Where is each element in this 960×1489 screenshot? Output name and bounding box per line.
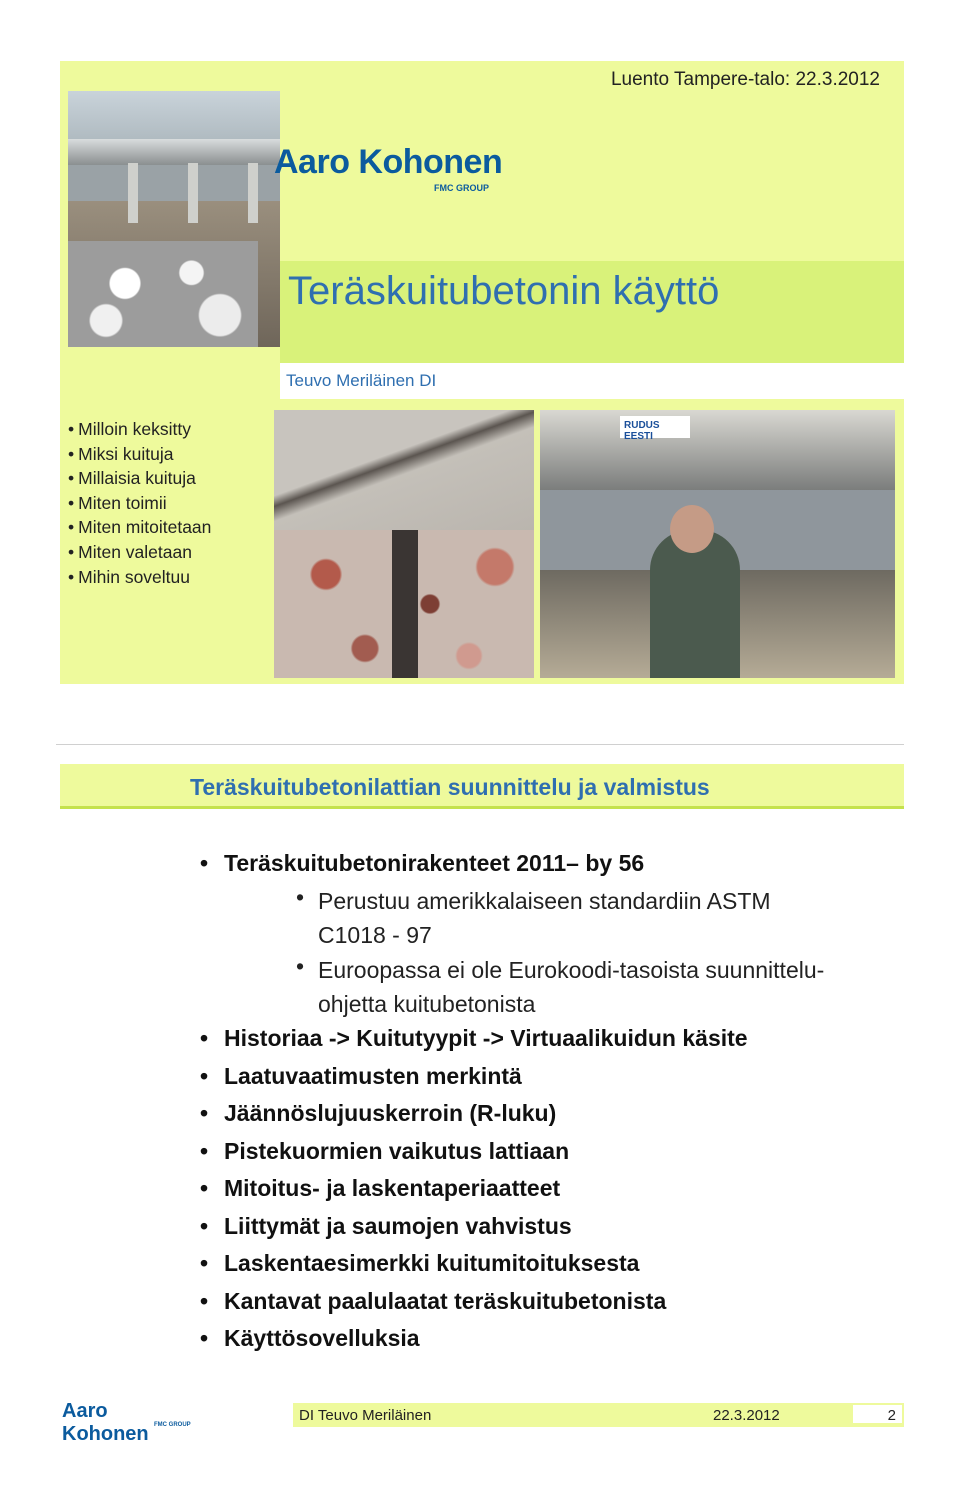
slide-subtitle: Teuvo Meriläinen DI [286,371,437,390]
bullet-item [200,1175,560,1202]
list-item: • Miten valetaan [68,540,211,565]
bullet-item [200,1063,522,1090]
bullet-text: Käyttösovelluksia [224,1325,420,1351]
footer-date: 22.3.2012 [713,1407,780,1424]
title-band [280,261,904,363]
slide-2-title: Teräskuitubetonilattian suunnittelu ja valmistus [190,774,710,800]
page-number: 2 [887,1407,896,1424]
bullet-line: Perustuu amerikkalaiseen standardiin ASTM [318,888,771,914]
person-head [670,505,714,553]
bullet-line: C1018 - 97 [318,922,432,948]
sign-text: RUDUS EESTI [624,420,660,442]
list-item: • Mihin soveltuu [68,565,211,590]
slide-divider [56,744,904,745]
bullet-text: Laatuvaatimusten merkintä [224,1063,522,1089]
bullet-text: Liittymät ja saumojen vahvistus [224,1213,572,1239]
bullet-dot: • [296,953,305,979]
footer-logo-subtext: FMC GROUP [154,1422,191,1428]
bullet-line: Euroopassa ei ole Eurokoodi-tasoista suunnittelu- [318,957,825,983]
list-item: • Millaisia kuituja [68,466,211,491]
photo-slab [540,410,895,490]
sub-bullet-item [296,953,824,1021]
photo-sign [620,416,690,442]
list-item: • Milloin keksitty [68,417,211,442]
bullet-item [200,1100,556,1127]
slide-2-header [60,764,904,808]
bullet-text: Jäännöslujuuskerroin (R-luku) [224,1100,557,1126]
footer-author: DI Teuvo Meriläinen [299,1407,432,1424]
bullet-text: Kantavat paalulaatat teräskuitubetonista [224,1288,667,1314]
list-item: • Miten mitoitetaan [68,515,211,540]
header-rule [60,806,904,809]
sub-bullet-item [296,884,771,952]
bullet-line: ohjetta kuitubetonista [318,991,536,1017]
footer-logo-text: Aaro Kohonen [62,1400,149,1445]
list-item: • Miksi kuituja [68,442,211,467]
slide-1 [60,61,904,684]
building-photo [68,91,280,347]
slide-title: Teräskuitubetonin käyttö [288,269,720,313]
slab-inspection-photo [540,410,895,678]
bullet-item [200,850,644,877]
company-logo [274,143,514,191]
fiber-bridge [392,530,418,678]
logo-subtext: FMC GROUP [434,183,489,193]
bullet-text: Mitoitus- ja laskentaperiaatteet [224,1175,561,1201]
cracked-concrete-photo [274,410,534,678]
subtitle-band [280,363,904,399]
bullet-text: Pistekuormien vaikutus lattiaan [224,1138,570,1164]
footer-bar [293,1403,904,1427]
photo-deck [68,139,280,165]
bullet-text: Teräskuitubetonirakenteet 2011– by 56 [224,850,645,876]
bullet-text: Laskentaesimerkki kuitumitoituksesta [224,1250,640,1276]
bullet-item [200,1250,639,1277]
bullet-item [200,1325,420,1352]
bullet-item [200,1213,572,1240]
page-number-box [853,1405,902,1423]
footer-logo [62,1400,192,1445]
list-item: • Miten toimii [68,491,211,516]
crack-surface [274,410,534,530]
photo-column [188,163,198,223]
bullet-dot: • [296,884,305,910]
logo-text: Aaro Kohonen [274,143,503,181]
photo-column [128,163,138,223]
bullet-item [200,1025,748,1052]
bullet-text: Historiaa -> Kuitutyypit -> Virtuaalikuidun käsite [224,1025,748,1051]
lecture-date: Luento Tampere-talo: 22.3.2012 [610,69,880,90]
bullet-item [200,1138,569,1165]
fiber-micrograph [68,241,258,347]
bullet-item [200,1288,666,1315]
photo-column [248,163,258,223]
topic-list [68,417,211,589]
